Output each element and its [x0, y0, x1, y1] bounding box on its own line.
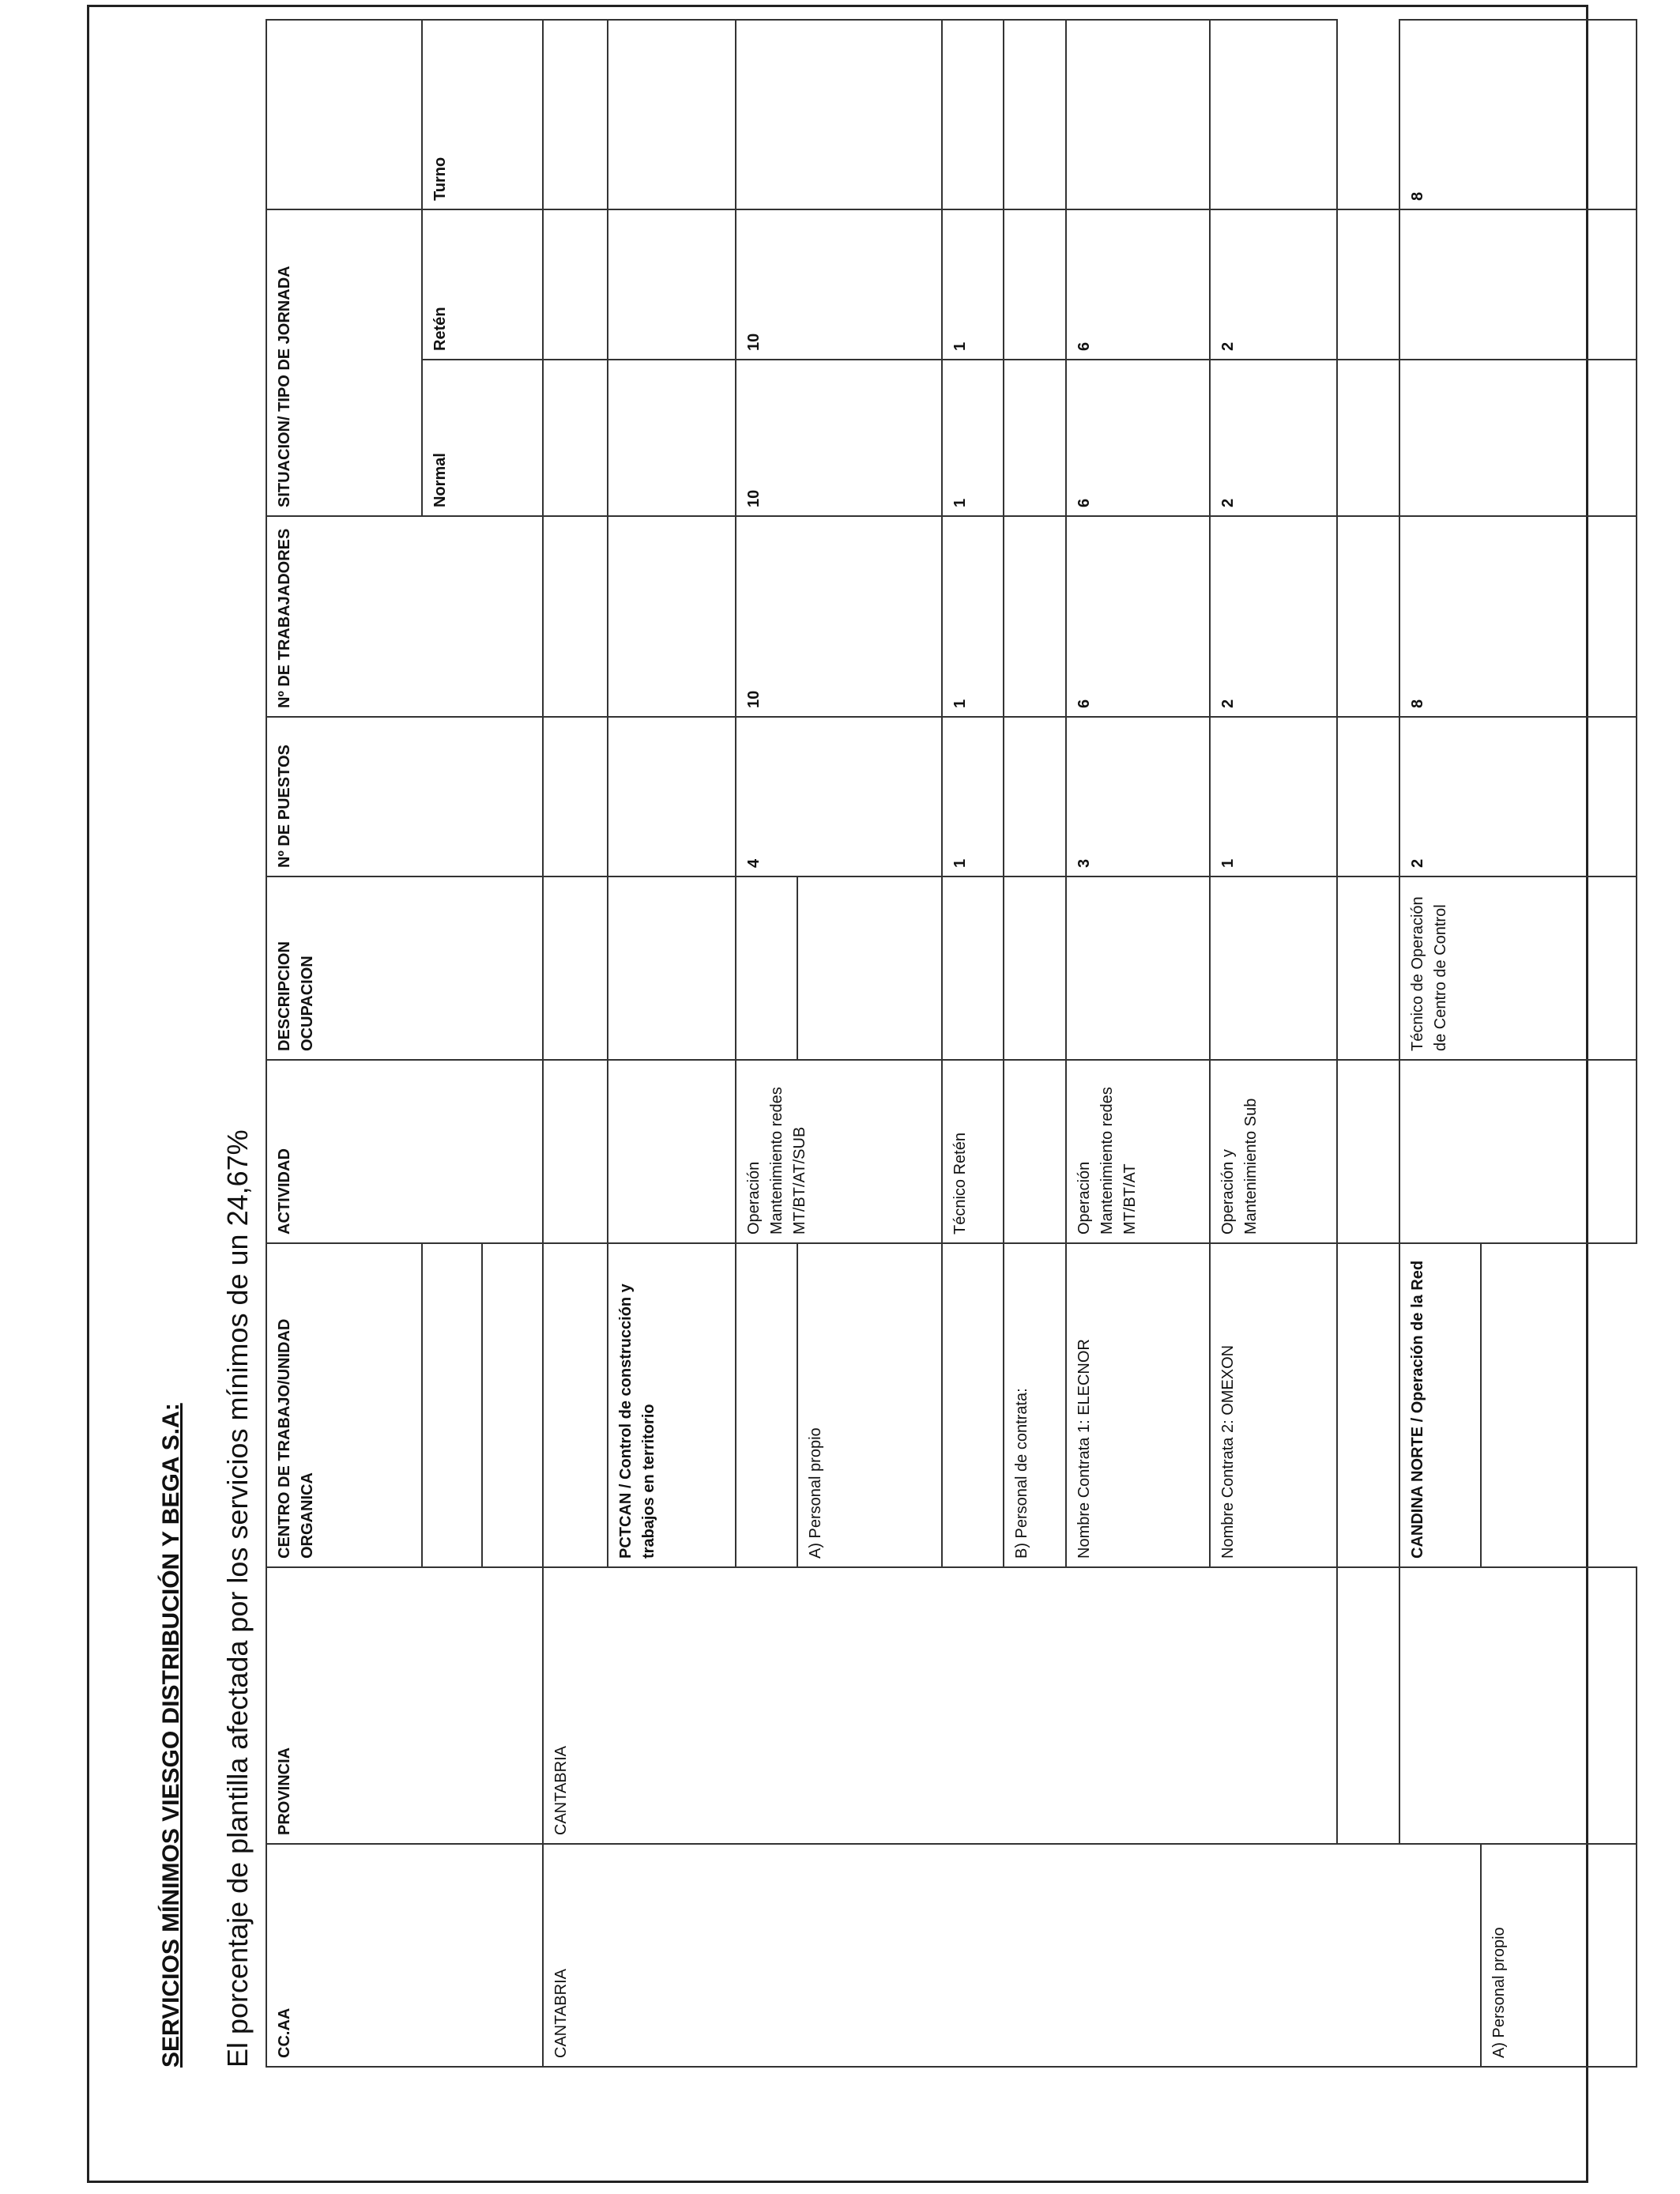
cell [1337, 360, 1399, 516]
puestos-5: 2 [1399, 717, 1637, 876]
header-blank [422, 1243, 483, 1567]
cell [543, 20, 608, 209]
header-descripcion: DESCRIPCION OCUPACION [266, 876, 543, 1060]
actividad-3: Operación Mantenimiento redes MT/BT/AT [1066, 1060, 1210, 1243]
header-turno: Turno [422, 20, 543, 209]
normal-4: 2 [1210, 360, 1337, 516]
cell [1004, 717, 1066, 876]
cell [736, 876, 798, 1060]
trabajadores-3: 6 [1066, 516, 1210, 717]
cell [942, 876, 1004, 1060]
cell [1004, 1060, 1066, 1243]
cell [736, 20, 942, 209]
header-blank [482, 1243, 543, 1567]
cell [1337, 1567, 1399, 1844]
document-title: SERVICIOS MÍNIMOS VIESGO DISTRIBUCIÓN Y BEGA S.A: [158, 1403, 184, 2068]
cell [1399, 209, 1637, 360]
cell [543, 360, 608, 516]
cell [1210, 876, 1337, 1060]
table-row [1399, 20, 1481, 2067]
normal-2: 1 [942, 360, 1004, 516]
cell [608, 20, 735, 209]
normal-1: 10 [736, 360, 942, 516]
trabajadores-5: 8 [1399, 516, 1637, 717]
cell [1004, 209, 1066, 360]
trabajadores-1: 10 [736, 516, 942, 717]
puestos-3: 3 [1066, 717, 1210, 876]
servicios-minimos-table [266, 19, 1637, 2068]
cell [1337, 516, 1399, 717]
cell [1004, 20, 1066, 209]
cell [543, 516, 608, 717]
normal-3: 6 [1066, 360, 1210, 516]
cell [942, 20, 1004, 209]
personal-propio-2: A) Personal propio [1481, 1844, 1637, 2067]
descripcion-5: Técnico de Operación de Centro de Control [1399, 876, 1637, 1060]
cell [1399, 1060, 1637, 1243]
header-reten: Retén [422, 209, 543, 360]
document-subtitle: El porcentaje de plantilla afectada por los servicios mínimos de un 24,67% [221, 1129, 254, 2068]
cell [608, 209, 735, 360]
header-provincia: PROVINCIA [266, 1567, 543, 1844]
cell [543, 1243, 608, 1567]
actividad-1: Operación Mantenimiento redes MT/BT/AT/SUB [736, 1060, 942, 1243]
header-blank [266, 20, 422, 209]
cell [797, 876, 941, 1060]
cell [608, 717, 735, 876]
cell [608, 516, 735, 717]
reten-3: 6 [1066, 209, 1210, 360]
table-row [1337, 20, 1399, 2067]
header-centro: CENTRO DE TRABAJO/UNIDAD ORGANICA [266, 1243, 422, 1567]
trabajadores-2: 1 [942, 516, 1004, 717]
cell [1399, 360, 1637, 516]
cell [1066, 20, 1210, 209]
rotated-page [158, 21, 1659, 2068]
centro-pctcan: PCTCAN / Control de construcción y trabajos en territorio [608, 1243, 735, 1567]
reten-4: 2 [1210, 209, 1337, 360]
cell [1337, 717, 1399, 876]
cell [1337, 1243, 1399, 1567]
header-ccaa: CC.AA [266, 1844, 543, 2067]
table-row [543, 20, 608, 2067]
cell [1337, 876, 1399, 1060]
personal-contrata: B) Personal de contrata: [1004, 1243, 1066, 1567]
contrata-1: Nombre Contrata 1: ELECNOR [1066, 1243, 1210, 1567]
personal-propio-1: A) Personal propio [797, 1243, 941, 1567]
puestos-4: 1 [1210, 717, 1337, 876]
cell [1004, 516, 1066, 717]
actividad-2: Técnico Retén [942, 1060, 1004, 1243]
turno-5: 8 [1399, 20, 1637, 209]
header-normal: Normal [422, 360, 543, 516]
cell [608, 360, 735, 516]
cell [543, 717, 608, 876]
cell [942, 1243, 1004, 1567]
puestos-1: 4 [736, 717, 942, 876]
header-actividad: ACTIVIDAD [266, 1060, 543, 1243]
centro-candina: CANDINA NORTE / Operación de la Red [1399, 1243, 1481, 1567]
provincia-cell: CANTABRIA [543, 1567, 1338, 1844]
cell [1066, 876, 1210, 1060]
header-puestos: Nº DE PUESTOS [266, 717, 543, 876]
cell [543, 1060, 608, 1243]
ccaa-cell: CANTABRIA [543, 1844, 1482, 2067]
cell [1337, 209, 1399, 360]
cell [608, 876, 735, 1060]
actividad-4: Operación y Mantenimiento Sub [1210, 1060, 1337, 1243]
cell [736, 1243, 798, 1567]
header-row [266, 20, 422, 2067]
trabajadores-4: 2 [1210, 516, 1337, 717]
cell [608, 1060, 735, 1243]
cell [1399, 1567, 1637, 1844]
cell [543, 209, 608, 360]
cell [1004, 876, 1066, 1060]
header-situacion: SITUACION/ TIPO DE JORNADA [266, 209, 422, 516]
cell [1004, 360, 1066, 516]
reten-1: 10 [736, 209, 942, 360]
cell [1210, 20, 1337, 209]
puestos-2: 1 [942, 717, 1004, 876]
cell [543, 876, 608, 1060]
contrata-2: Nombre Contrata 2: OMEXON [1210, 1243, 1337, 1567]
header-trabajadores: Nº DE TRABAJADORES [266, 516, 543, 717]
reten-2: 1 [942, 209, 1004, 360]
cell [1337, 1060, 1399, 1243]
